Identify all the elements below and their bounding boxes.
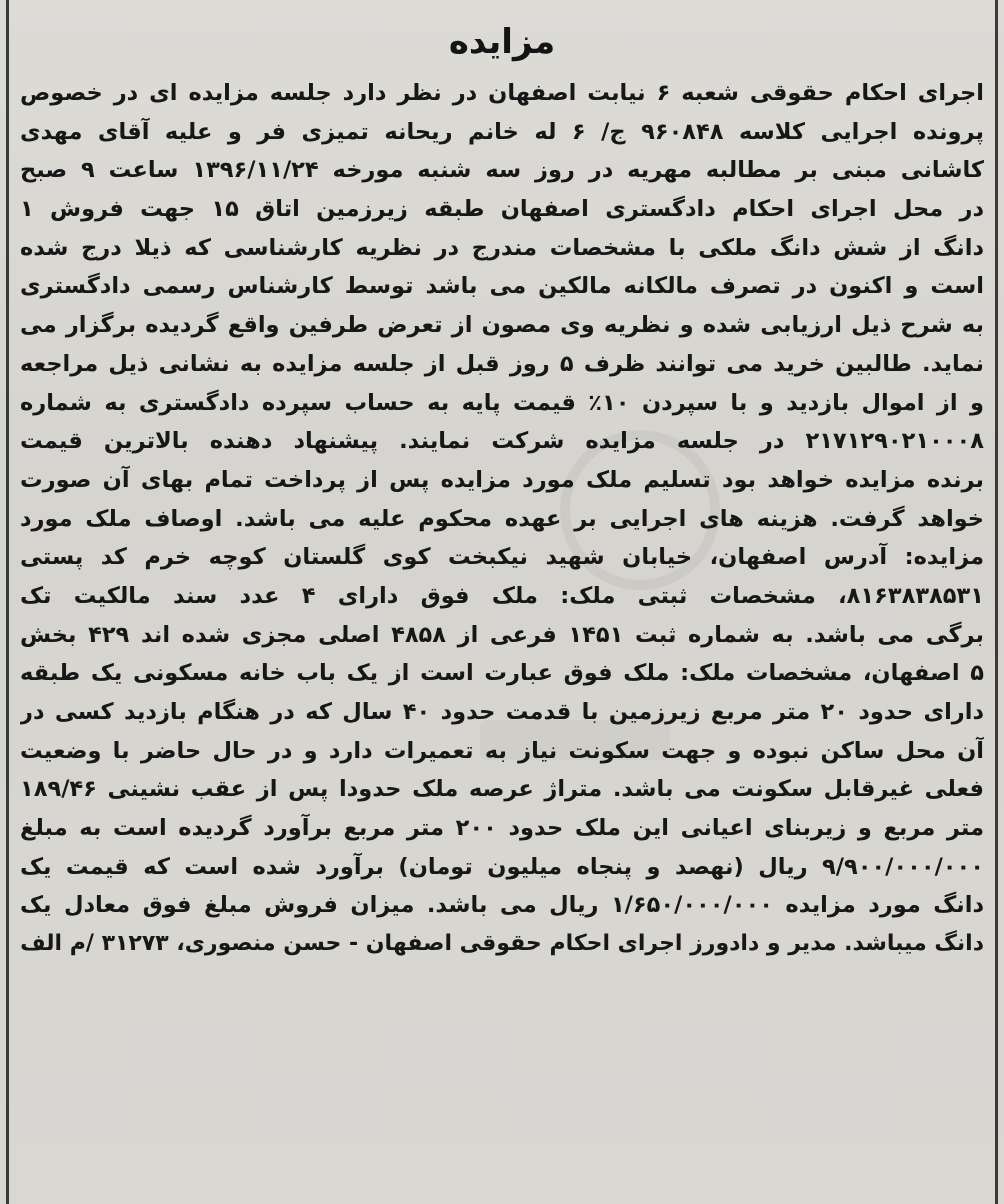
notice-line: و از اموال بازدید و با سپردن ۱۰٪ قیمت پایه به حساب سپرده دادگستری به شماره: [20, 389, 984, 416]
right-border-rule: [995, 0, 998, 1204]
notice-line: نماید. طالبین خرید می توانند ظرف ۵ روز قبل از جلسه مزایده به نشانی ذیل مراجعه: [20, 350, 984, 377]
notice-line: ۲۱۷۱۲۹۰۲۱۰۰۰۸ در جلسه مزایده شرکت نمایند. پیشنهاد دهنده بالاترین قیمت: [20, 428, 984, 455]
notice-line: ۵ اصفهان، مشخصات ملک: ملک فوق عبارت است از یک باب خانه مسکونی یک طبقه: [20, 660, 984, 687]
notice-line: ۹/۹۰۰/۰۰۰/۰۰۰ ریال (نهصد و پنجاه میلیون تومان) برآورد شده است که قیمت یک: [20, 853, 984, 880]
notice-title: مزایده: [448, 22, 556, 62]
notice-line: به شرح ذیل ارزیابی شده و نظریه وی مصون از تعرض طرفین واقع گردیده برگزار می: [20, 312, 984, 339]
left-border-rule: [6, 0, 9, 1204]
notice-line: پرونده اجرایی کلاسه ۹۶۰۸۴۸ ج/ ۶ له خانم ریحانه تمیزی فر و علیه آقای مهدی: [20, 118, 984, 145]
notice-signature-line: دانگ میباشد. مدیر و دادورز اجرای احکام حقوقی اصفهان - حسن منصوری، ۳۱۲۷۳ /م الف: [20, 931, 984, 957]
notice-line: دانگ مورد مزایده ۱/۶۵۰/۰۰۰/۰۰۰ ریال می باشد. میزان فروش مبلغ فوق معادل یک: [20, 892, 984, 919]
notice-line: برنده مزایده خواهد بود تسلیم ملک مورد مزایده پس از پرداخت تمام بهای آن صورت: [20, 466, 984, 493]
notice-line: مزایده: آدرس اصفهان، خیابان شهید نیکبخت کوی گلستان کوچه خرم کد پستی: [20, 544, 984, 571]
notice-line: اجرای احکام حقوقی شعبه ۶ نیابت اصفهان در نظر دارد جلسه مزایده ای در خصوص: [20, 80, 984, 106]
notice-line: فعلی غیرقابل سکونت می باشد. متراژ عرصه ملک حدودا پس از عقب نشینی ۱۸۹/۴۶: [20, 776, 984, 803]
notice-line: دانگ از شش دانگ ملکی با مشخصات مندرج در نظریه کارشناسی که ذیلا درج شده: [20, 234, 984, 261]
notice-line: متر مربع و زیربنای اعیانی این ملک حدود ۲۰۰ متر مربع برآورد گردیده است به مبلغ: [20, 815, 984, 842]
notice-line: آن محل ساکن نبوده و جهت سکونت نیاز به تعمیرات دارد و در حال حاضر با وضعیت: [20, 737, 984, 764]
notice-line: خواهد گرفت. هزینه های اجرایی بر عهده محکوم علیه می باشد. اوصاف ملک مورد: [20, 505, 984, 532]
notice-line: دارای حدود ۲۰ متر مربع زیرزمین با قدمت حدود ۴۰ سال که در هنگام بازدید کسی در: [20, 699, 984, 725]
notice-line: در محل اجرای احکام دادگستری اصفهان طبقه زیرزمین اتاق ۱۵ جهت فروش ۱: [20, 196, 984, 223]
notice-line: است و اکنون در تصرف مالکانه مالکین می باشد توسط کارشناس رسمی دادگستری: [20, 273, 984, 300]
notice-line: ۸۱۶۳۸۳۸۵۳۱، مشخصات ثبتی ملک: ملک فوق دارای ۴ عدد سند مالکیت تک: [20, 582, 984, 609]
notice-line: برگی می باشد. به شماره ثبت ۱۴۵۱ فرعی از ۴۸۵۸ اصلی مجزی شده اند ۴۲۹ بخش: [20, 621, 984, 648]
notice-line: کاشانی مبنی بر مطالبه مهریه در روز سه شنبه مورخه ۱۳۹۶/۱۱/۲۴ ساعت ۹ صبح: [20, 157, 984, 184]
notice-body: [20, 74, 984, 964]
